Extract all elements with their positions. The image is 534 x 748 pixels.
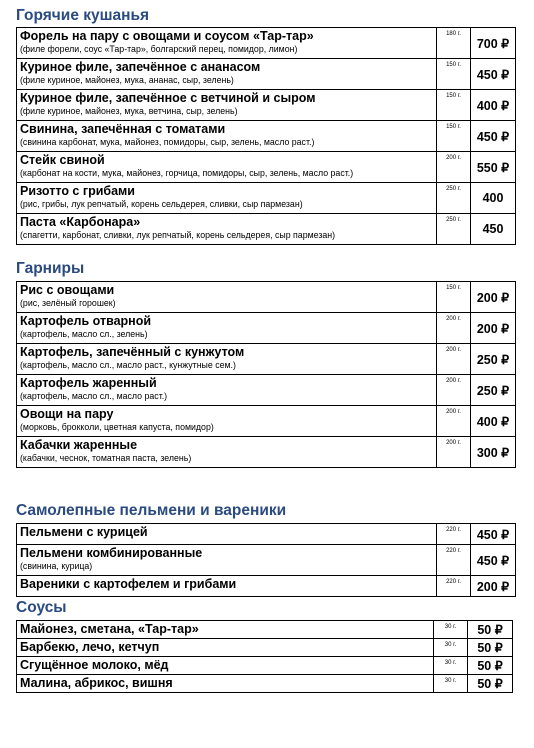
menu-item-row: [17, 437, 516, 468]
menu-item-row: [17, 313, 516, 344]
menu-item-name: Сгущённое молоко, мёд: [20, 658, 169, 672]
menu-item-cell: [17, 675, 434, 693]
menu-item-price: 550 ₽: [471, 152, 516, 183]
menu-item-name: Вареники с картофелем и грибами: [20, 577, 237, 591]
menu-item-name: Малина, абрикос, вишня: [20, 676, 173, 690]
menu-item-cell: [17, 576, 437, 597]
menu-item-weight: 30 г.: [434, 639, 468, 657]
menu-item-cell: [17, 639, 434, 657]
menu-item-weight: 200 г.: [437, 437, 471, 468]
menu-item-weight: 250 г.: [437, 214, 471, 245]
menu-item-weight: 150 г.: [437, 121, 471, 152]
menu-item-row: [17, 59, 516, 90]
menu-item-row: [17, 621, 513, 639]
menu-item-weight: 250 г.: [437, 183, 471, 214]
menu-item-weight: 30 г.: [434, 675, 468, 693]
section-title-sauces: Соусы: [16, 599, 67, 616]
menu-item-name: Майонез, сметана, «Тар-тар»: [20, 622, 199, 636]
menu-item-price: 400 ₽: [471, 90, 516, 121]
menu-item-cell: [17, 282, 437, 313]
menu-item-row: [17, 344, 516, 375]
menu-item-cell: [17, 28, 437, 59]
section-title-garnish: Гарниры: [16, 260, 85, 277]
menu-item-price: 450 ₽: [471, 59, 516, 90]
menu-item-cell: [17, 121, 437, 152]
menu-item-cell: [17, 59, 437, 90]
section-title-dumplings: Самолепные пельмени и вареники: [16, 502, 287, 519]
menu-item-name: Пельмени комбинированные: [20, 546, 203, 560]
menu-item-weight: 220 г.: [437, 524, 471, 545]
menu-item-row: [17, 90, 516, 121]
menu-item-price: 250 ₽: [471, 375, 516, 406]
menu-item-row: [17, 524, 516, 545]
menu-item-name: Паста «Карбонара»: [20, 215, 141, 229]
menu-item-name: Куриное филе, запечённое с ананасом: [20, 60, 261, 74]
menu-item-description: (кабачки, чеснок, томатная паста, зелень): [20, 453, 192, 463]
menu-item-row: [17, 282, 516, 313]
menu-item-row: [17, 406, 516, 437]
menu-table-sauces: [16, 620, 513, 693]
menu-item-price: 50 ₽: [468, 675, 513, 693]
menu-item-name: Овощи на пару: [20, 407, 114, 421]
menu-item-weight: 220 г.: [437, 576, 471, 597]
menu-item-price: 200 ₽: [471, 313, 516, 344]
menu-table-garnish: [16, 281, 516, 468]
menu-item-description: (рис, зелёный горошек): [20, 298, 116, 308]
menu-item-row: [17, 576, 516, 597]
menu-item-name: Стейк свиной: [20, 153, 105, 167]
menu-item-row: [17, 121, 516, 152]
menu-item-description: (картофель, масло сл., зелень): [20, 329, 148, 339]
menu-item-cell: [17, 214, 437, 245]
menu-item-price: 200 ₽: [471, 282, 516, 313]
menu-item-name: Рис с овощами: [20, 283, 115, 297]
menu-item-row: [17, 657, 513, 675]
menu-item-cell: [17, 90, 437, 121]
menu-item-cell: [17, 406, 437, 437]
menu-item-name: Пельмени с курицей: [20, 525, 148, 539]
menu-item-cell: [17, 183, 437, 214]
menu-item-name: Форель на пару с овощами и соусом «Тар-тар»: [20, 29, 314, 43]
menu-item-price: 50 ₽: [468, 621, 513, 639]
menu-item-name: Картофель жаренный: [20, 376, 157, 390]
menu-item-description: (спагетти, карбонат, сливки, лук репчатый, корень сельдерея, сыр пармезан): [20, 230, 336, 240]
menu-item-description: (филе куриное, майонез, мука, ананас, сыр, зелень): [20, 75, 234, 85]
menu-item-description: (свинина, курица): [20, 561, 93, 571]
menu-item-weight: 200 г.: [437, 344, 471, 375]
menu-item-name: Ризотто с грибами: [20, 184, 135, 198]
menu-item-row: [17, 152, 516, 183]
menu-item-row: [17, 183, 516, 214]
menu-item-weight: 180 г.: [437, 28, 471, 59]
menu-item-weight: 200 г.: [437, 152, 471, 183]
menu-item-description: (картофель, масло сл., масло раст.): [20, 391, 168, 401]
menu-item-weight: 30 г.: [434, 657, 468, 675]
menu-item-row: [17, 28, 516, 59]
menu-item-row: [17, 639, 513, 657]
section-title-hot: Горячие кушанья: [16, 7, 150, 24]
menu-item-price: 700 ₽: [471, 28, 516, 59]
menu-item-cell: [17, 375, 437, 406]
menu-item-price: 450 ₽: [471, 524, 516, 545]
menu-item-price: 400: [471, 183, 516, 214]
menu-item-name: Картофель, запечённый с кунжутом: [20, 345, 245, 359]
menu-item-weight: 200 г.: [437, 313, 471, 344]
menu-item-cell: [17, 152, 437, 183]
menu-item-description: (морковь, брокколи, цветная капуста, помидор): [20, 422, 214, 432]
menu-item-description: (картофель, масло сл., масло раст., кунжутные сем.): [20, 360, 236, 370]
menu-item-description: (карбонат на кости, мука, майонез, горчица, помидоры, сыр, зелень, масло раст.): [20, 168, 354, 178]
menu-item-price: 450 ₽: [471, 545, 516, 576]
menu-item-price: 300 ₽: [471, 437, 516, 468]
menu-item-description: (рис, грибы, лук репчатый, корень сельдерея, сливки, сыр пармезан): [20, 199, 303, 209]
menu-item-row: [17, 545, 516, 576]
menu-item-weight: 30 г.: [434, 621, 468, 639]
menu-item-description: (филе форели, соус «Тар-тар», болгарский перец, помидор, лимон): [20, 44, 298, 54]
menu-item-price: 400 ₽: [471, 406, 516, 437]
menu-item-weight: 220 г.: [437, 545, 471, 576]
menu-item-cell: [17, 545, 437, 576]
menu-item-weight: 200 г.: [437, 375, 471, 406]
menu-item-name: Картофель отварной: [20, 314, 152, 328]
menu-item-cell: [17, 313, 437, 344]
menu-item-weight: 150 г.: [437, 90, 471, 121]
menu-item-price: 250 ₽: [471, 344, 516, 375]
menu-item-row: [17, 214, 516, 245]
menu-item-row: [17, 675, 513, 693]
menu-item-price: 50 ₽: [468, 657, 513, 675]
menu-item-description: (филе куриное, майонез, мука, ветчина, сыр, зелень): [20, 106, 238, 116]
menu-item-weight: 150 г.: [437, 59, 471, 90]
menu-item-price: 450 ₽: [471, 121, 516, 152]
menu-item-weight: 200 г.: [437, 406, 471, 437]
menu-item-cell: [17, 524, 437, 545]
menu-table-dumplings: [16, 523, 516, 597]
menu-item-weight: 150 г.: [437, 282, 471, 313]
menu-item-price: 450: [471, 214, 516, 245]
menu-item-name: Свинина, запечённая с томатами: [20, 122, 226, 136]
menu-item-cell: [17, 657, 434, 675]
menu-item-cell: [17, 344, 437, 375]
menu-item-name: Барбекю, лечо, кетчуп: [20, 640, 160, 654]
menu-item-description: (свинина карбонат, мука, майонез, помидоры, сыр, зелень, масло раст.): [20, 137, 315, 147]
menu-item-price: 50 ₽: [468, 639, 513, 657]
menu-table-hot: [16, 27, 516, 245]
menu-item-name: Кабачки жаренные: [20, 438, 138, 452]
menu-item-row: [17, 375, 516, 406]
menu-item-price: 200 ₽: [471, 576, 516, 597]
menu-item-name: Куриное филе, запечённое с ветчиной и сыром: [20, 91, 316, 105]
menu-item-cell: [17, 437, 437, 468]
menu-item-cell: [17, 621, 434, 639]
